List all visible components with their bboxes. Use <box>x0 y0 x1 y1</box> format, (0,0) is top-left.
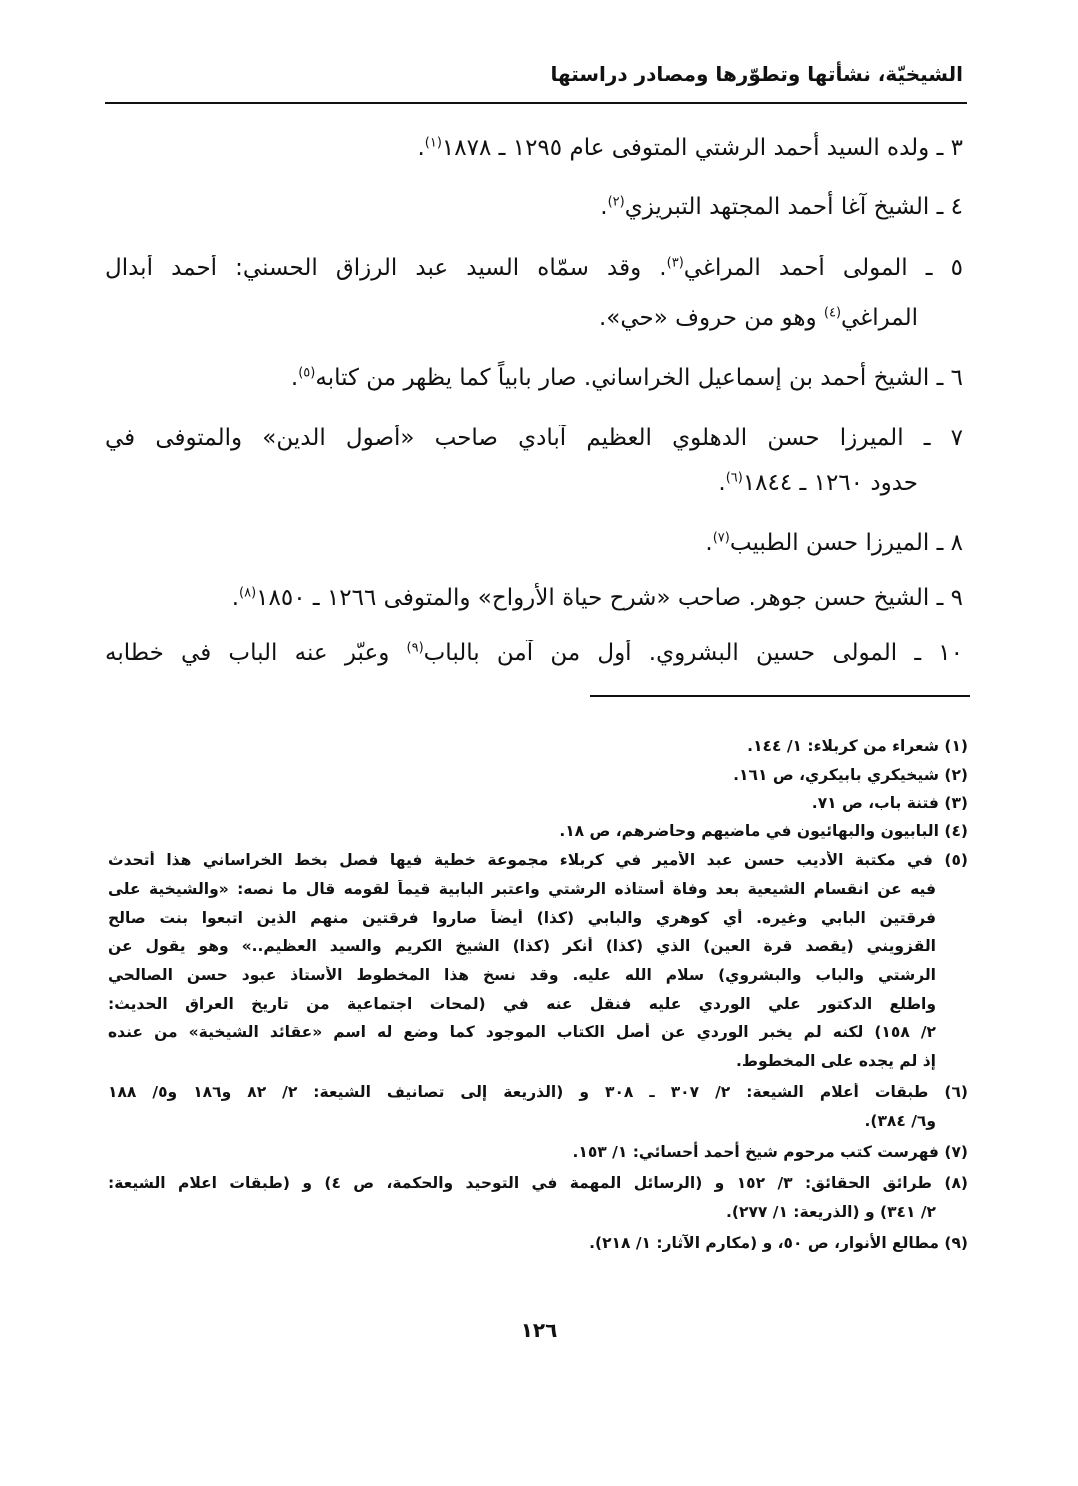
footnote-ref: (١) <box>424 135 442 151</box>
footnote-line: فيه عن انقسام الشيعية بعد وفاة أستاذه الرشتي واعتبر البابية قيماً لقومه قال ما نصه: «والشيخية على <box>108 880 936 898</box>
line-text: ٩ ـ الشيخ حسن جوهر. صاحب «شرح حياة الأرواح» والمتوفى ١٢٦٦ ـ ١٨٥٠ <box>256 585 963 611</box>
line-text: وعبّر عنه الباب في خطابه <box>105 640 407 666</box>
footnote: (٦) طبقات أعلام الشيعة: ٢/ ٣٠٧ ـ ٣٠٨ و (الذريعة إلى تصانيف الشيعة: ٢/ ٨٢ و١٨٦ و٥/ ١٨٨ <box>108 1083 968 1101</box>
main-line <box>718 470 918 496</box>
page-number: ١٢٦ <box>520 1318 558 1342</box>
footnote: (٤) البابيون والبهائيون في ماضيهم وحاضرهم، ص ١٨. <box>559 822 968 840</box>
footnote-ref: (٦) <box>725 470 743 486</box>
running-header: الشيخيّة، نشأتها وتطوّرها ومصادر دراستها <box>550 62 963 86</box>
footnote: (٥) في مكتبة الأديب حسن عبد الأمير في كربلاء مجموعة خطية فيها فصل بخط الخراساني هذا أتحدث <box>108 851 968 869</box>
main-line <box>705 530 963 556</box>
line-text: المراغي <box>841 305 918 331</box>
line-text: ٥ ـ المولى أحمد المراغي <box>683 255 963 281</box>
footnote-ref: (٥) <box>298 365 316 381</box>
line-text: . <box>705 530 713 556</box>
footnote-line: إذ لم يجده على المخطوط. <box>735 1052 936 1070</box>
main-line <box>291 365 963 391</box>
footnote-line: واطلع الدكتور علي الوردي عليه فنقل عنه في (لمحات اجتماعية من تاريخ العراق الحديث: <box>108 995 936 1013</box>
main-line <box>105 255 963 289</box>
footnote: (١) شعراء من كربلاء: ١/ ١٤٤. <box>747 737 968 755</box>
footnote-line: القزويني (يقصد قرة العين) الذي (كذا) أنكر (كذا) الشيخ الكريم والسيد العظيم..» وهو يقول عن <box>108 937 936 955</box>
footnote: (٨) طرائق الحقائق: ٣/ ١٥٢ و (الرسائل المهمة في التوحيد والحكمة، ص ٤) و (طبقات اعلام الشيعة: <box>108 1174 968 1192</box>
line-text: . <box>417 135 425 161</box>
line-text: . وقد سمّاه السيد عبد الرزاق الحسني: أحمد أبدال <box>105 255 667 281</box>
line-text: . <box>718 470 726 496</box>
footnote-ref: (٣) <box>666 255 684 271</box>
line-text: ٣ ـ ولده السيد أحمد الرشتي المتوفى عام ١٢٩٥ ـ ١٨٧٨ <box>441 135 963 161</box>
line-text: ٦ ـ الشيخ أحمد بن إسماعيل الخراساني. صار بابياً كما يظهر من كتابه <box>315 365 963 391</box>
main-line <box>232 585 963 611</box>
main-line <box>105 640 963 674</box>
footnote: (٧) فهرست كتب مرحوم شيخ أحمد أحسائي: ١/ ١٥٣. <box>572 1143 968 1161</box>
footnote-line: ٢/ ١٥٨) لكنه لم يخبر الوردي عن أصل الكتاب الموجود كما وضع له اسم «عقائد الشيخية» من عنده <box>108 1023 936 1041</box>
line-text: ٨ ـ الميرزا حسن الطبيب <box>729 530 963 556</box>
footnote-line: الرشتي والباب والبشروي) سلام الله عليه. وقد نسخ هذا المخطوط الأستاذ عبود حسن الصالحي <box>108 966 936 984</box>
main-line <box>600 194 963 220</box>
footnote-ref: (٨) <box>239 585 257 601</box>
main-line <box>417 135 963 161</box>
footnote-ref: (٢) <box>607 194 625 210</box>
footnote-ref: (٤) <box>823 305 842 321</box>
line-text: ١٠ ـ المولى حسين البشروي. أول من آمن بالباب <box>423 640 963 666</box>
line-text: وهو من حروف «حي». <box>598 305 824 331</box>
line-text: ٤ ـ الشيخ آغا أحمد المجتهد التبريزي <box>624 194 963 220</box>
header-rule <box>105 102 967 104</box>
footnote-line: ٢/ ٣٤١) و (الذريعة: ١/ ٢٧٧). <box>726 1203 936 1221</box>
footnote-separator <box>590 695 970 697</box>
footnote: (٩) مطالع الأنوار، ص ٥٠، و (مكارم الآثار: ١/ ٢١٨). <box>589 1234 968 1252</box>
footnote: (٣) فتنة باب، ص ٧١. <box>811 794 968 812</box>
footnote: (٢) شيخيكري بابيكري، ص ١٦١. <box>733 766 968 784</box>
footnote-line: و٦/ ٣٨٤). <box>864 1112 936 1130</box>
footnote-line: فرقتين البابي وغيره. أي كوهري والبابي (كذا) أيضاً صاروا فرقتين منهم الذين اتبعوا بنت صالح <box>108 909 936 927</box>
line-text: حدود ١٢٦٠ ـ ١٨٤٤ <box>742 470 918 496</box>
footnote-ref: (٩) <box>406 640 424 656</box>
line-text: ٧ ـ الميرزا حسن الدهلوي العظيم آبادي صاحب «أصول الدين» والمتوفى في <box>105 425 963 451</box>
main-line <box>599 305 918 331</box>
footnote-ref: (٧) <box>712 530 730 546</box>
line-text: . <box>231 585 239 611</box>
line-text: . <box>290 365 299 391</box>
main-line <box>105 425 963 459</box>
line-text: . <box>600 194 608 220</box>
